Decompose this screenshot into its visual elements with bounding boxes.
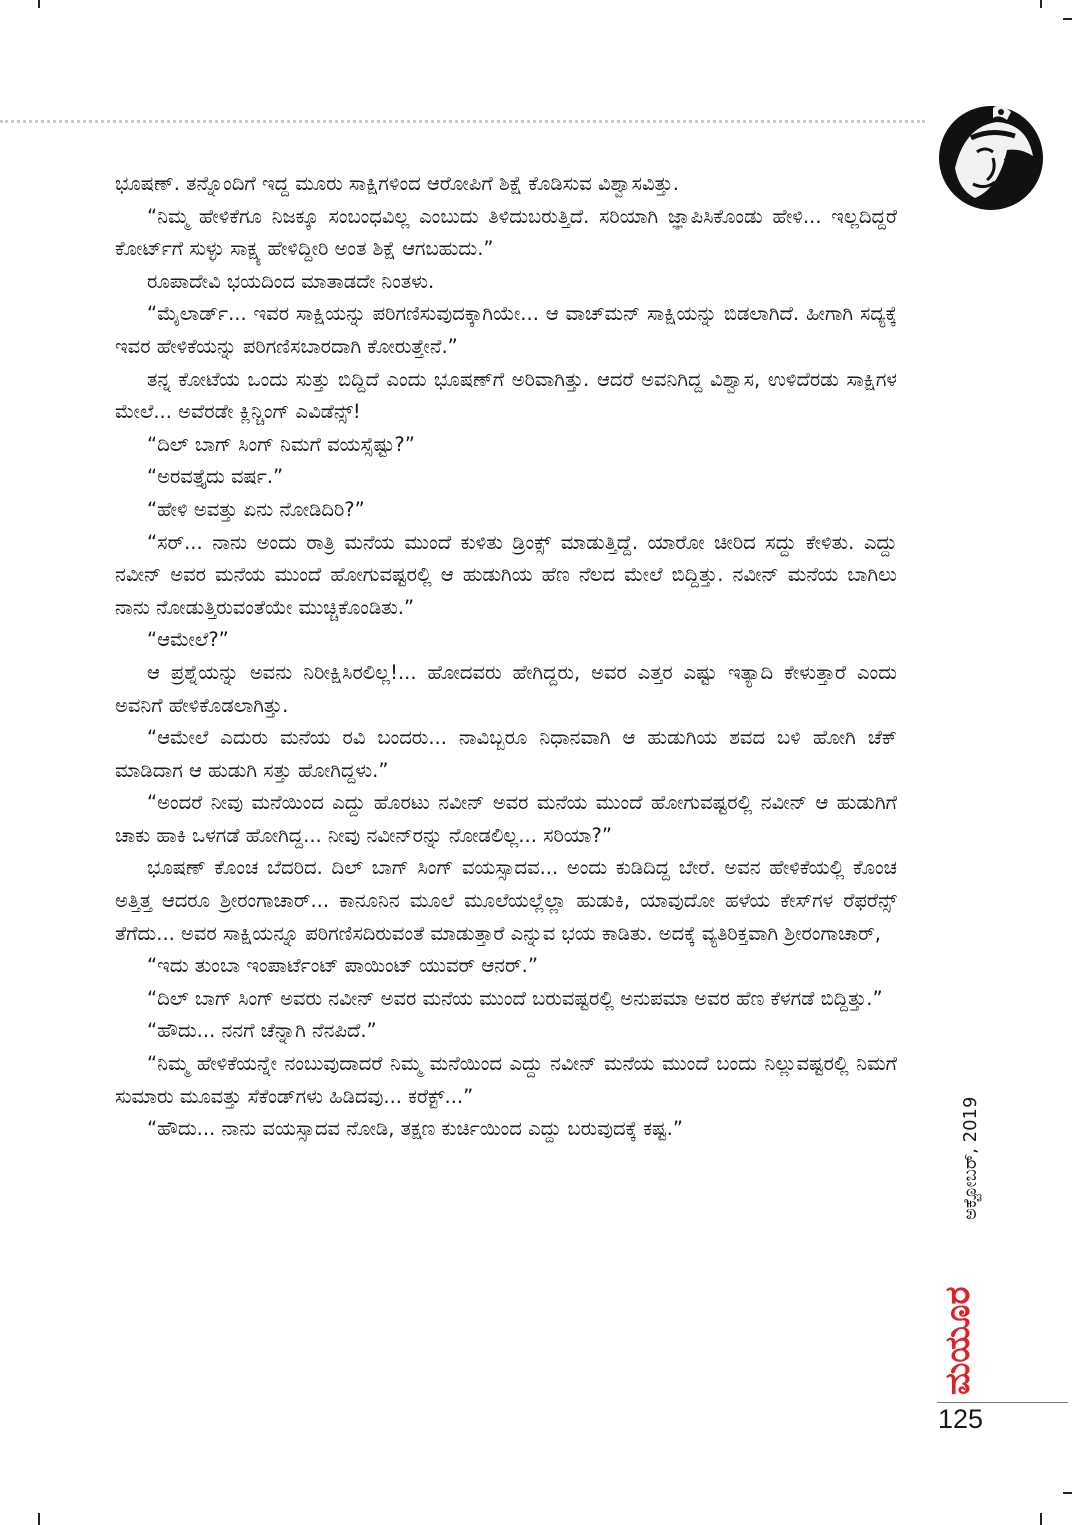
crop-mark-top-left bbox=[38, 0, 40, 8]
crop-mark-bottom-left bbox=[38, 1513, 40, 1525]
paragraph: “ನಿಮ್ಮ ಹೇಳಿಕೆಗೂ ನಿಜಕ್ಕೂ ಸಂಬಂಧವಿಲ್ಲ ಎಂಬುದು ತಿಳಿದುಬರುತ್ತಿದೆ. ಸರಿಯಾಗಿ ಜ್ಞಾಪಿಸಿಕೊಂಡು ಹೇಳಿ... ಇಲ್ಲದಿದ್ದರೆ ಕೋರ್ಟ್‌ಗೆ ಸುಳ್ಳು ಸಾಕ್ಷ್ಯ ಹೇಳಿದ್ದೀರಿ ಅಂತ ಶಿಕ್ಷೆ ಆಗಬಹುದು.” bbox=[115, 204, 897, 261]
paragraph: “ಅರವತ್ತೈದು ವರ್ಷ.” bbox=[147, 465, 284, 489]
crop-mark-right-lower bbox=[1063, 1492, 1072, 1494]
illustrated-face-emblem-icon bbox=[935, 98, 1045, 216]
paragraph: “ಆಮೇಲೆ ಎದುರು ಮನೆಯ ರವಿ ಬಂದರು... ನಾವಿಬ್ಬರೂ ನಿಧಾನವಾಗಿ ಆ ಹುಡುಗಿಯ ಶವದ ಬಳಿ ಹೋಗಿ ಚೆಕ್ ಮಾಡಿದಾಗ ಆ ಹುಡುಗಿ ಸತ್ತು ಹೋಗಿದ್ದಳು.” bbox=[115, 726, 897, 782]
article-body bbox=[115, 168, 897, 1146]
paragraph: “ಆಮೇಲೆ?” bbox=[147, 628, 229, 652]
paragraph: “ಮೈಲಾರ್ಡ್... ಇವರ ಸಾಕ್ಷಿಯನ್ನು ಪರಿಗಣಿಸುವುದಕ್ಕಾಗಿಯೇ... ಆ ವಾಚ್‌ಮನ್ ಸಾಕ್ಷಿಯನ್ನು ಬಿಡಲಾಗಿದೆ. ಹೀಗಾಗಿ ಸದ್ಯಕ್ಕೆ ಇವರ ಹೇಳಿಕೆಯನ್ನು ಪರಿಗಣಿಸಬಾರದಾಗಿ ಕೋರುತ್ತೇನೆ.” bbox=[115, 302, 897, 358]
paragraph: ಭೂಷಣ್. ತನ್ನೊಂದಿಗೆ ಇದ್ದ ಮೂರು ಸಾಕ್ಷಿಗಳಿಂದ ಆರೋಪಿಗೆ ಶಿಕ್ಷೆ ಕೊಡಿಸುವ ವಿಶ್ವಾಸವಿತ್ತು. bbox=[115, 172, 679, 195]
paragraph: ರೂಪಾದೇವಿ ಭಯದಿಂದ ಮಾತಾಡದೇ ನಿಂತಳು. bbox=[147, 269, 435, 293]
paragraph: “ಸರ್... ನಾನು ಅಂದು ರಾತ್ರಿ ಮನೆಯ ಮುಂದೆ ಕುಳಿತು ಡ್ರಿಂಕ್ಸ್ ಮಾಡುತ್ತಿದ್ದೆ. ಯಾರೋ ಚೀರಿದ ಸದ್ದು ಕೇಳಿತು. ಎದ್ದು ನವೀನ್ ಅವರ ಮನೆಯ ಮುಂದೆ ಹೋಗುವಷ್ಟರಲ್ಲಿ ಆ ಹುಡುಗಿಯ ಹೆಣ ನೆಲದ ಮೇಲೆ ಬಿದ್ದಿತ್ತು. ನವೀನ್ ಮನೆಯ ಬಾಗಿಲು ನಾನು ನೋಡುತ್ತಿರುವಂತೆಯೇ ಮುಚ್ಚಿಕೊಂಡಿತು.” bbox=[115, 530, 897, 619]
folio-rule bbox=[937, 1402, 1068, 1403]
page-number: 125 bbox=[938, 1404, 984, 1434]
paragraph: “ಹೇಳಿ ಅವತ್ತು ಏನು ನೋಡಿದಿರಿ?” bbox=[147, 497, 365, 521]
crop-mark-bottom-right bbox=[1040, 1513, 1042, 1525]
paragraph: “ಹೌದು... ನಾನು ವಯಸ್ಸಾದವ ನೋಡಿ, ತಕ್ಷಣ ಕುರ್ಚಿಯಿಂದ ಎದ್ದು ಬರುವುದಕ್ಕೆ ಕಷ್ಟ.” bbox=[147, 1117, 683, 1141]
paragraph: “ನಿಮ್ಮ ಹೇಳಿಕೆಯನ್ನೇ ನಂಬುವುದಾದರೆ ನಿಮ್ಮ ಮನೆಯಿಂದ ಎದ್ದು ನವೀನ್ ಮನೆಯ ಮುಂದೆ ಬಂದು ನಿಲ್ಲುವಷ್ಟರಲ್ಲಿ ನಿಮಗೆ ಸುಮಾರು ಮೂವತ್ತು ಸೆಕೆಂಡ್‌ಗಳು ಹಿಡಿದವು... ಕರೆಕ್ಟ್...” bbox=[115, 1052, 897, 1108]
paragraph: “ದಿಲ್ ಬಾಗ್ ಸಿಂಗ್ ನಿಮಗೆ ವಯಸ್ಸೆಷ್ಟು?” bbox=[147, 432, 415, 456]
issue-date: ಅಕ್ಟೋಬರ್, 2019 bbox=[960, 1096, 981, 1220]
crop-mark-top-right bbox=[1040, 0, 1042, 8]
paragraph: “ಇದು ತುಂಬಾ ಇಂಪಾರ್ಟೆಂಟ್ ಪಾಯಿಂಟ್ ಯುವರ್ ಆನರ್.” bbox=[147, 954, 538, 978]
header-dotted-rule bbox=[0, 120, 925, 123]
paragraph: “ದಿಲ್ ಬಾಗ್ ಸಿಂಗ್ ಅವರು ನವೀನ್ ಅವರ ಮನೆಯ ಮುಂದೆ ಬರುವಷ್ಟರಲ್ಲಿ ಅನುಪಮಾ ಅವರ ಹೆಣ ಕೆಳಗಡೆ ಬಿದ್ದಿತ್ತು.” bbox=[147, 986, 883, 1010]
paragraph: ಆ ಪ್ರಶ್ನೆಯನ್ನು ಅವನು ನಿರೀಕ್ಷಿಸಿರಲಿಲ್ಲ!... ಹೋದವರು ಹೇಗಿದ್ದರು, ಅವರ ಎತ್ತರ ಎಷ್ಟು ಇತ್ಯಾದಿ ಕೇಳುತ್ತಾರೆ ಎಂದು ಅವನಿಗೆ ಹೇಳಿಕೊಡಲಾಗಿತ್ತು. bbox=[115, 660, 897, 717]
paragraph: ಭೂಷಣ್ ಕೊಂಚ ಬೆದರಿದ. ದಿಲ್ ಬಾಗ್ ಸಿಂಗ್ ವಯಸ್ಸಾದವ... ಅಂದು ಕುಡಿದಿದ್ದ ಬೇರೆ. ಅವನ ಹೇಳಿಕೆಯಲ್ಲಿ ಕೊಂಚ ಅತ್ತಿತ್ತ ಆದರೂ ಶ್ರೀರಂಗಾಚಾರ್... ಕಾನೂನಿನ ಮೂಲೆ ಮೂಲೆಯಲ್ಲೆಲ್ಲಾ ಹುಡುಕಿ, ಯಾವುದೋ ಹಳೆಯ ಕೇಸ್‌ಗಳ ರೆಫರೆನ್ಸ್ ತೆಗೆದು... ಅವರ ಸಾಕ್ಷಿಯನ್ನೂ ಪರಿಗಣಿಸದಿರುವಂತೆ ಮಾಡುತ್ತಾರೆ ಎನ್ನುವ ಭಯ ಕಾಡಿತು. ಅದಕ್ಕೆ ವ್ಯತಿರಿಕ್ತವಾಗಿ ಶ್ರೀರಂಗಾಚಾರ್, bbox=[115, 856, 897, 945]
paragraph: “ಹೌದು... ನನಗೆ ಚೆನ್ನಾಗಿ ನೆನಪಿದೆ.” bbox=[147, 1019, 377, 1043]
crop-mark-right-upper bbox=[1063, 18, 1072, 20]
magazine-name: ಮಯೂರ bbox=[938, 1286, 978, 1395]
paragraph: “ಅಂದರೆ ನೀವು ಮನೆಯಿಂದ ಎದ್ದು ಹೊರಟು ನವೀನ್ ಅವರ ಮನೆಯ ಮುಂದೆ ಹೋಗುವಷ್ಟರಲ್ಲಿ ನವೀನ್ ಆ ಹುಡುಗಿಗೆ ಚಾಕು ಹಾಕಿ ಒಳಗಡೆ ಹೋಗಿದ್ದ... ನೀವು ನವೀನ್‌ರನ್ನು ನೋಡಲಿಲ್ಲ... ಸರಿಯಾ?” bbox=[115, 791, 897, 847]
paragraph: ತನ್ನ ಕೋಟೆಯ ಒಂದು ಸುತ್ತು ಬಿದ್ದಿದೆ ಎಂದು ಭೂಷಣ್‌ಗೆ ಅರಿವಾಗಿತ್ತು. ಆದರೆ ಅವನಿಗಿದ್ದ ವಿಶ್ವಾಸ, ಉಳಿದೆರಡು ಸಾಕ್ಷಿಗಳ ಮೇಲೆ... ಅವೆರಡೇ ಕ್ಲಿನ್ಚಿಂಗ್ ಎವಿಡೆನ್ಸ್! bbox=[115, 367, 897, 424]
